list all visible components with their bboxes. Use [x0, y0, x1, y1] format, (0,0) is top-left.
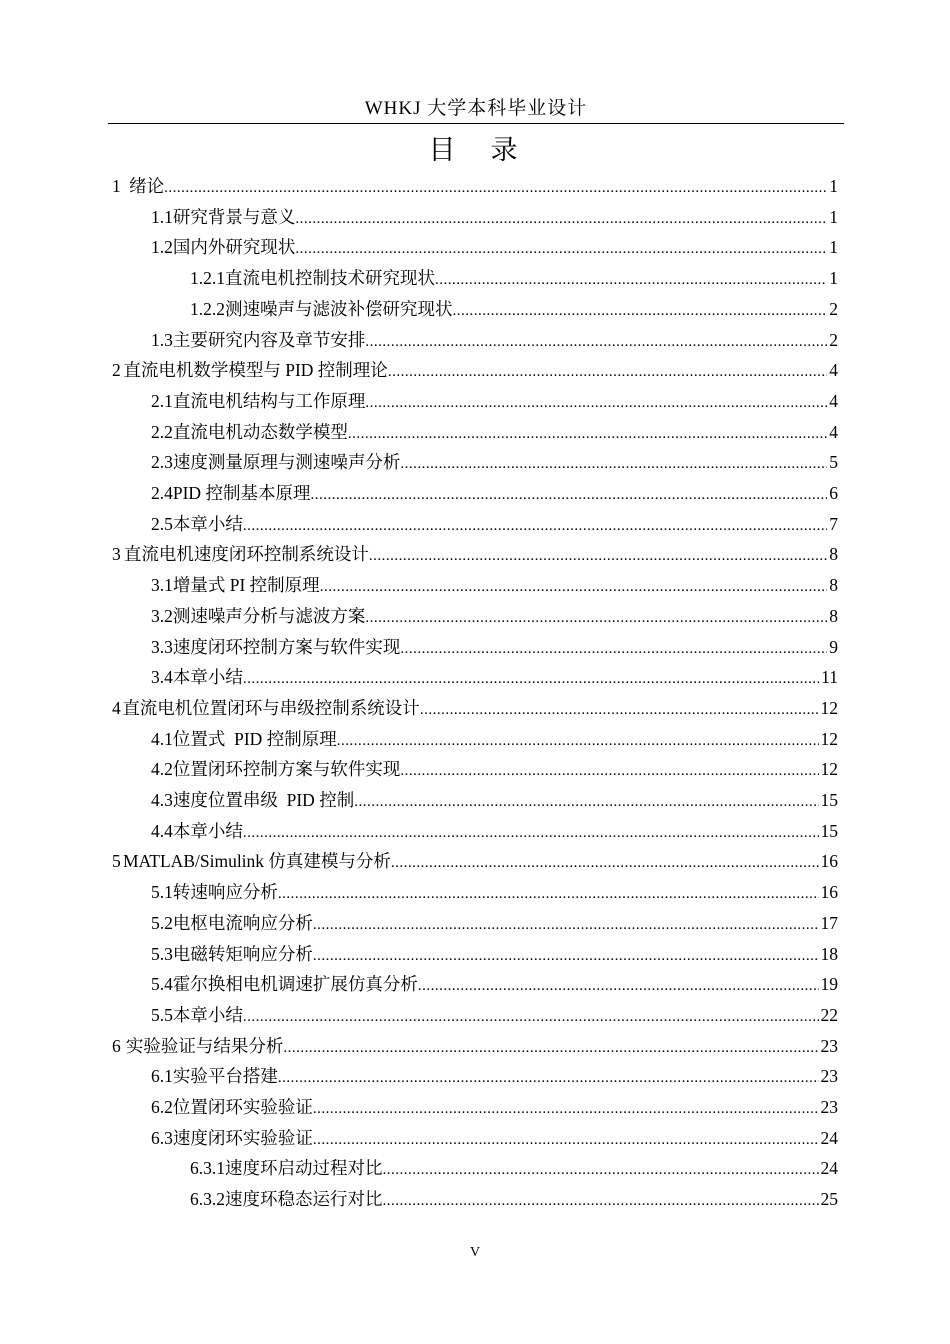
toc-leader-dots	[400, 449, 827, 479]
toc-entry-page: 23	[820, 1035, 838, 1056]
toc-leader-dots	[278, 1063, 819, 1093]
toc-entry-page: 23	[820, 1097, 838, 1117]
toc-entry[interactable]	[151, 877, 838, 907]
toc-entry-label: PID 控制基本原理	[172, 483, 311, 503]
toc-entry-page: 4	[829, 421, 838, 442]
toc-entry[interactable]	[112, 355, 838, 385]
toc-entry[interactable]	[190, 263, 838, 293]
toc-entry-page: 5	[829, 452, 838, 473]
toc-leader-dots	[383, 1155, 819, 1185]
toc-leader-dots	[418, 971, 819, 1001]
toc-entry-page: 15	[820, 820, 838, 841]
toc-entry-label: 位置式 PID 控制原理	[172, 728, 337, 749]
toc-entry[interactable]	[151, 1000, 838, 1030]
running-header: WHKJ 大学本科毕业设计	[364, 98, 588, 119]
toc-entry[interactable]	[151, 325, 838, 355]
toc-leader-dots	[320, 572, 828, 602]
toc-entry-number: 1.2.2	[190, 298, 225, 319]
toc-leader-dots	[369, 541, 827, 571]
toc-entry-page: 12	[820, 759, 838, 780]
toc-leader-dots	[391, 848, 819, 878]
toc-leader-dots	[388, 357, 827, 387]
toc-entry[interactable]	[112, 539, 838, 569]
toc-entry-label: 测速噪声与滤波补偿研究现状	[225, 298, 453, 319]
toc-entry-page: 24	[820, 1158, 838, 1179]
page-number: V	[469, 1245, 481, 1260]
toc-entry[interactable]	[151, 232, 838, 262]
toc-entry-label: 本章小结	[172, 513, 243, 534]
toc-entry-number: 4.1	[151, 728, 173, 749]
toc-leader-dots	[435, 265, 827, 295]
toc-title: 目 录	[428, 135, 522, 165]
toc-entry-number: 2.3	[151, 452, 173, 473]
toc-entry-page: 2	[829, 329, 838, 350]
toc-entry-label: 本章小结	[172, 667, 243, 688]
toc-entry-number: 1.1	[151, 206, 173, 227]
toc-entry[interactable]	[190, 1184, 838, 1214]
toc-entry-page: 19	[820, 974, 838, 995]
toc-leader-dots	[400, 634, 827, 664]
toc-entry-number: 5.2	[151, 912, 173, 933]
toc-entry-label: 速度环稳态运行对比	[225, 1189, 383, 1210]
toc-leader-dots	[354, 787, 818, 817]
toc-entry[interactable]	[151, 509, 838, 539]
toc-entry-number: 2.5	[151, 513, 173, 534]
toc-entry-label: 转速响应分析	[172, 882, 278, 903]
toc-entry-number: 4.4	[151, 820, 173, 841]
toc-entry-label: 速度环启动过程对比	[225, 1158, 383, 1179]
toc-entry[interactable]	[151, 662, 838, 692]
toc-entry-label: 电枢电流响应分析	[172, 912, 313, 933]
toc-entry-label: 直流电机结构与工作原理	[172, 390, 366, 411]
toc-entry-label: 位置闭环实验验证	[172, 1097, 313, 1117]
toc-entry-page: 8	[829, 575, 838, 596]
toc-entry[interactable]	[151, 632, 838, 662]
toc-leader-dots	[310, 480, 827, 510]
toc-entry-label: 实验验证与结果分析	[125, 1035, 284, 1056]
toc-entry[interactable]	[151, 724, 838, 754]
toc-entry-number: 6.3.1	[190, 1158, 225, 1179]
toc-entry-label: 测速噪声分析与滤波方案	[172, 605, 366, 626]
toc-leader-dots	[243, 818, 819, 848]
toc-entry-page: 17	[820, 912, 838, 933]
toc-entry-page: 8	[829, 605, 838, 626]
toc-leader-dots	[420, 695, 819, 725]
toc-entry[interactable]	[151, 754, 838, 784]
toc-entry-number: 4	[112, 697, 121, 718]
toc-entry-number: 6.1	[151, 1066, 173, 1087]
toc-entry-label: 速度闭环实验验证	[172, 1127, 313, 1148]
toc-entry-page: 25	[820, 1189, 838, 1210]
toc-entry-page: 1	[829, 237, 838, 258]
toc-entry-label: 研究背景与意义	[172, 206, 296, 227]
toc-leader-dots	[283, 1033, 818, 1063]
toc-leader-dots	[164, 173, 827, 203]
toc-entry-page: 12	[820, 697, 838, 718]
toc-entry[interactable]	[112, 1031, 838, 1061]
toc-entry-label: MATLAB/Simulink 仿真建模与分析	[123, 851, 391, 872]
toc-leader-dots	[295, 204, 827, 234]
toc-entry-label: 速度测量原理与测速噪声分析	[172, 452, 401, 473]
toc-entry-page: 11	[821, 667, 838, 688]
toc-entry-label: 直流电机位置闭环与串级控制系统设计	[122, 697, 420, 718]
toc-entry[interactable]	[151, 570, 838, 600]
toc-entry-number: 2.4	[151, 483, 173, 503]
toc-entry[interactable]	[190, 1153, 838, 1183]
toc-entry[interactable]	[151, 1092, 838, 1122]
toc-entry-number: 3.1	[151, 575, 173, 596]
toc-entry-number: 2.2	[151, 421, 173, 442]
toc-entry-label: 直流电机数学模型与 PID 控制理论	[123, 360, 388, 381]
toc-entry[interactable]	[151, 601, 838, 631]
toc-entry[interactable]	[151, 1061, 838, 1091]
toc-entry-label: 速度位置串级 PID 控制	[172, 790, 355, 810]
toc-entry-number: 4.2	[151, 759, 173, 780]
toc-entry-page: 16	[820, 851, 838, 872]
toc-leader-dots	[337, 726, 819, 756]
toc-entry-label: 本章小结	[172, 820, 243, 841]
toc-leader-dots	[453, 296, 828, 326]
toc-entry-number: 3.3	[151, 636, 173, 657]
toc-leader-dots	[348, 419, 827, 449]
toc-leader-dots	[365, 388, 827, 418]
toc-entry[interactable]	[112, 846, 838, 876]
toc-entry-number: 5	[112, 851, 121, 872]
toc-entry[interactable]	[151, 908, 838, 938]
toc-leader-dots	[313, 1094, 819, 1124]
toc-entry-label: 国内外研究现状	[172, 237, 296, 258]
toc-leader-dots	[313, 941, 819, 971]
toc-entry-label: 电磁转矩响应分析	[172, 943, 313, 964]
toc-entry-page: 4	[829, 390, 838, 411]
toc-entry-number: 1.2	[151, 237, 173, 258]
toc-entry-page: 8	[829, 544, 838, 565]
toc-leader-dots	[365, 327, 827, 357]
toc-entry-number: 3.2	[151, 605, 173, 626]
toc-entry[interactable]	[151, 816, 838, 846]
toc-entry-label: 本章小结	[172, 1004, 243, 1025]
toc-entry-page: 12	[820, 728, 838, 749]
toc-entry-page: 2	[829, 298, 838, 319]
toc-entry-page: 16	[820, 882, 838, 903]
toc-leader-dots	[243, 511, 827, 541]
toc-entry-page: 15	[820, 790, 838, 810]
toc-entry-label: 位置闭环控制方案与软件实现	[172, 759, 401, 780]
toc-leader-dots	[365, 603, 827, 633]
toc-entry[interactable]	[112, 693, 838, 723]
toc-entry[interactable]	[151, 417, 838, 447]
toc-entry-number: 5.1	[151, 882, 173, 903]
toc-entry[interactable]	[151, 939, 838, 969]
toc-entry-page: 22	[820, 1004, 838, 1025]
toc-entry-number: 5.3	[151, 943, 173, 964]
toc-entry-number: 6.3	[151, 1127, 173, 1148]
toc-leader-dots	[400, 756, 818, 786]
toc-entry-page: 4	[829, 360, 838, 381]
toc-entry[interactable]	[151, 478, 838, 508]
toc-entry-number: 1.2.1	[190, 268, 225, 289]
toc-entry-label: 主要研究内容及章节安排	[172, 329, 366, 350]
toc-entry-label: 直流电机速度闭环控制系统设计	[123, 544, 369, 565]
toc-entry-number: 1.3	[151, 329, 173, 350]
toc-entry-page: 7	[829, 513, 838, 534]
toc-entry-number: 2.1	[151, 390, 173, 411]
toc-leader-dots	[278, 879, 819, 909]
toc-entry-page: 23	[820, 1066, 838, 1087]
toc-entry-number: 4.3	[151, 790, 173, 810]
toc-entry-page: 1	[829, 176, 838, 196]
toc-entry[interactable]	[112, 171, 838, 201]
toc-entry-page: 1	[829, 268, 838, 289]
toc-entry-number: 6	[112, 1035, 121, 1056]
toc-entry-label: 实验平台搭建	[172, 1066, 278, 1087]
toc-leader-dots	[313, 910, 819, 940]
toc-leader-dots	[383, 1186, 819, 1216]
toc-entry-number: 3.4	[151, 667, 173, 688]
toc-entry-label: 直流电机控制技术研究现状	[225, 268, 435, 289]
toc-entry[interactable]	[151, 1123, 838, 1153]
toc-entry[interactable]	[190, 294, 838, 324]
toc-entry-number: 3	[112, 544, 121, 565]
toc-entry[interactable]	[151, 202, 838, 232]
toc-entry-page: 9	[829, 636, 838, 657]
toc-leader-dots	[313, 1125, 819, 1155]
toc-entry-page: 24	[820, 1127, 838, 1148]
header-rule	[108, 123, 844, 124]
toc-entry[interactable]	[151, 785, 838, 815]
toc-entry-label: 直流电机动态数学模型	[172, 421, 348, 442]
toc-entry-number: 6.2	[151, 1097, 173, 1117]
toc-entry-label: 增量式 PI 控制原理	[172, 575, 320, 596]
toc-entry-label: 霍尔换相电机调速扩展仿真分析	[172, 974, 418, 995]
toc-entry-number: 1	[112, 176, 121, 196]
toc-leader-dots	[243, 1002, 819, 1032]
toc-entry[interactable]	[151, 447, 838, 477]
toc-entry[interactable]	[151, 969, 838, 999]
toc-entry-number: 2	[112, 360, 121, 381]
toc-entry-label: 绪论	[129, 176, 165, 196]
toc-entry-number: 6.3.2	[190, 1189, 225, 1210]
toc-entry-label: 速度闭环控制方案与软件实现	[172, 636, 401, 657]
toc-entry-number: 5.4	[151, 974, 173, 995]
toc-entry-page: 1	[829, 206, 838, 227]
toc-leader-dots	[243, 664, 819, 694]
toc-leader-dots	[295, 234, 827, 264]
toc-entry-page: 18	[820, 943, 838, 964]
toc-entry-number: 5.5	[151, 1004, 173, 1025]
toc-entry[interactable]	[151, 386, 838, 416]
toc-entry-page: 6	[829, 483, 838, 503]
